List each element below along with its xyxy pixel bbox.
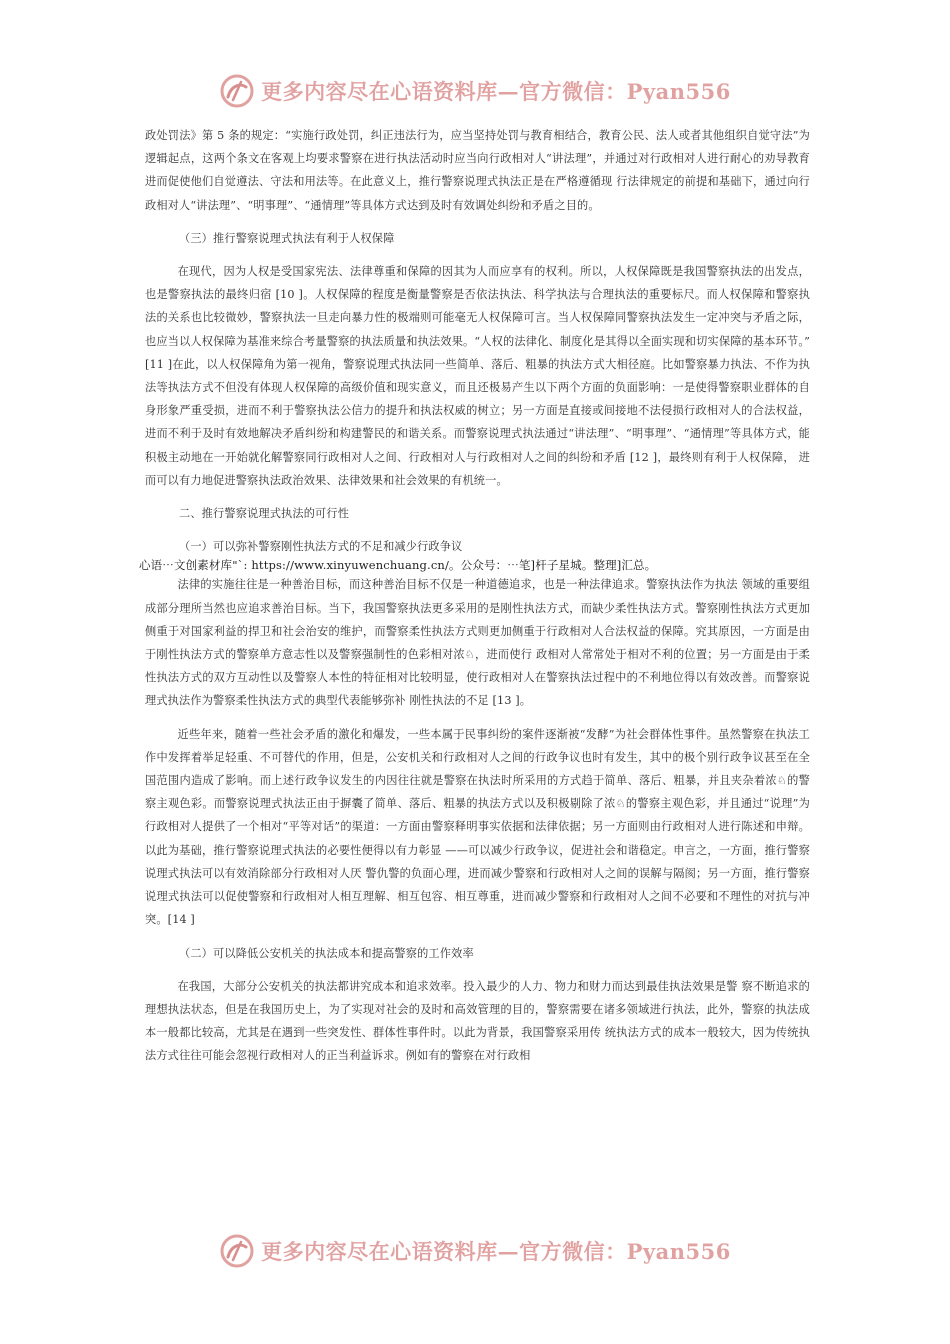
source-note: 心语⋯文创素材库"`: https://www.xinyuwenchuang.cn/。公众号：⋯笔]杆子星城。整理]汇总。 <box>139 558 657 573</box>
section-heading: （一）可以弥补警察刚性执法方式的不足和减少行政争议 <box>179 540 463 554</box>
header-watermark <box>0 68 950 114</box>
paragraph: 政处罚法》第 5 条的规定：“实施行政处罚，纠正违法行为，应当坚持处罚与教育相结合，教育公民、法人或者其他组织自觉守法”为逻辑起点，这两个条文在客观上均要求警察在进行执法活动时应当向行政相对人“讲法理”，并通过对行政相对人进行耐心的劝导教育进而促使他们自觉遵法、守法和用法等。在此意义上，推行警察说理式执法正是在严格遵循现 行法律规定的前提和基础下，通过向行政相对人“讲法理”、“明事理”、“通情理”等具体方式达到及时有效调处纠纷和矛盾之目的。 <box>145 129 810 212</box>
section-heading: （二）可以降低公安机关的执法成本和提高警察的工作效率 <box>179 946 474 960</box>
paragraph: 在我国，大部分公安机关的执法都讲究成本和追求效率。投入最少的人力、物力和财力而达到最佳执法效果是警 察不断追求的理想执法状态，但是在我国历史上，为了实现对社会的及时和高效管理的目的，警察需要在诸多领域进行执法，此外，警察的执法成本一般都比较高，尤其是在遇到一些突发性、群体性事件时。以此为背景，我国警察采用传 统执法方式的成本一般较大，因为传统执法方式往往可能会忽视行政相对人的正当利益诉求。例如有的警察在对行政相 <box>145 979 810 1063</box>
logo-icon <box>219 1233 255 1269</box>
section-heading: 二、推行警察说理式执法的可行性 <box>179 507 350 521</box>
section-heading: （三）推行警察说理式执法有利于人权保障 <box>179 231 395 245</box>
document-body <box>139 124 810 1068</box>
paragraph: 法律的实施往往是一种善治目标，而这种善治目标不仅是一种道德追求，也是一种法律追求。警察执法作为执法 领域的重要组成部分理所当然也应追求善治目标。当下，我国警察执法更多采用的是刚性执法方式，而缺少柔性执法方式。警察刚性执法方式更加侧重于对国家利益的捍卫和社会治安的维护，而警察柔性执法方式则更加侧重于行政相对人合法权益的保障。究其原因，一方面是由于刚性执法方式的警察单方意志性以及警察强制性的色彩相对浓♘，进而使行 政相对人常常处于相对不利的位置；另一方面是由于柔性执法方式的双方互动性以及警察人本性的特征相对比较明显，使行政相对人在警察执法过程中的不利地位得以有效改善。而警察说理式执法作为警察柔性执法方式的典型代表能够弥补 刚性执法的不足 [13 ]。 <box>145 578 810 708</box>
logo-icon <box>219 73 255 109</box>
footer-watermark <box>0 1228 950 1274</box>
paragraph: 近些年来，随着一些社会矛盾的激化和爆发，一些本属于民事纠纷的案件逐渐被“发酵”为社会群体性事件。虽然警察在执法工作中发挥着举足轻重、不可替代的作用，但是，公安机关和行政相对人之间的行政争议也时有发生，其中的极个别行政争议甚至在全国范围内造成了影响。而上述行政争议发生的内因往往就是警察在执法时所采用的方式趋于简单、落后、粗暴，并且夹杂着浓♘的警察主观色彩。而警察说理式执法正由于摒囊了简单、落后、粗暴的执法方式以及积极剔除了浓♘的警察主观色彩，并且通过“说理”为行政相对人提供了一个相对“平等对话”的渠道：一方面由警察释明事实依据和法律依据；另一方面则由行政相对人进行陈述和申辩。以此为基础，推行警察说理式执法的必要性便得以有力彰显 ——可以减少行政争议，促进社会和谐稳定。申言之，一方面，推行警察说理式执法可以有效消除部分行政相对人厌 警仇警的负面心理，进而减少警察和行政相对人之间的误解与隔阂；另一方面，推行警察说理式执法可以促使警察和行政相对人相互理解、相互包容、相互尊重，进而减少警察和行政相对人之间不必要和不理性的对抗与冲突。[14 ] <box>145 727 810 927</box>
paragraph: 在现代，因为人权是受国家宪法、法律尊重和保障的因其为人而应享有的权利。所以，人权保障既是我国警察执法的出发点，也是警察执法的最终归宿 [10 ]。人权保障的程度是衡量警察是否依法执法、科学执法与合理执法的重要标尺。而人权保障和警察执法的关系也比较微妙，警察执法一旦走向暴力性的极端则可能毫无人权保障可言。当人权保障同警察执法发生一定冲突与矛盾之际，也应当以人权保障为基准来综合考量警察的执法质量和执法效果。“人权的法律化、制度化是其得以全面实现和切实保障的基本环节。” [11 ]在此，以人权保障角为第一视角，警察说理式执法同一些简单、落后、粗暴的执法方式大相径庭。比如警察暴力执法、不作为执法等执法方式不但没有体现人权保障的高级价值和现实意义，而且还极易产生以下两个方面的负面影响：一是使得警察职业群体的自身形象严重受损，进而不利于警察执法公信力的提升和执法权威的树立；另一方面是直接或间接地不法侵损行政相对人的合法权益，进而不利于及时有效地解决矛盾纠纷和构建警民的和谐关系。而警察说理式执法通过“讲法理”、“明事理”、“通情理”等具体方式，能积极主动地在一开始就化解警察同行政相对人之间、行政相对人与行政相对人之间的纠纷和矛盾 [12 ]，最终则有利于人权保障， 进而可以有力地促进警察执法政治效果、法律效果和社会效果的有机统一。 <box>145 265 810 487</box>
watermark-text: 更多内容尽在心语资料库—官方微信：Pyan556 <box>261 79 731 104</box>
watermark-text: 更多内容尽在心语资料库—官方微信：Pyan556 <box>261 1239 731 1264</box>
